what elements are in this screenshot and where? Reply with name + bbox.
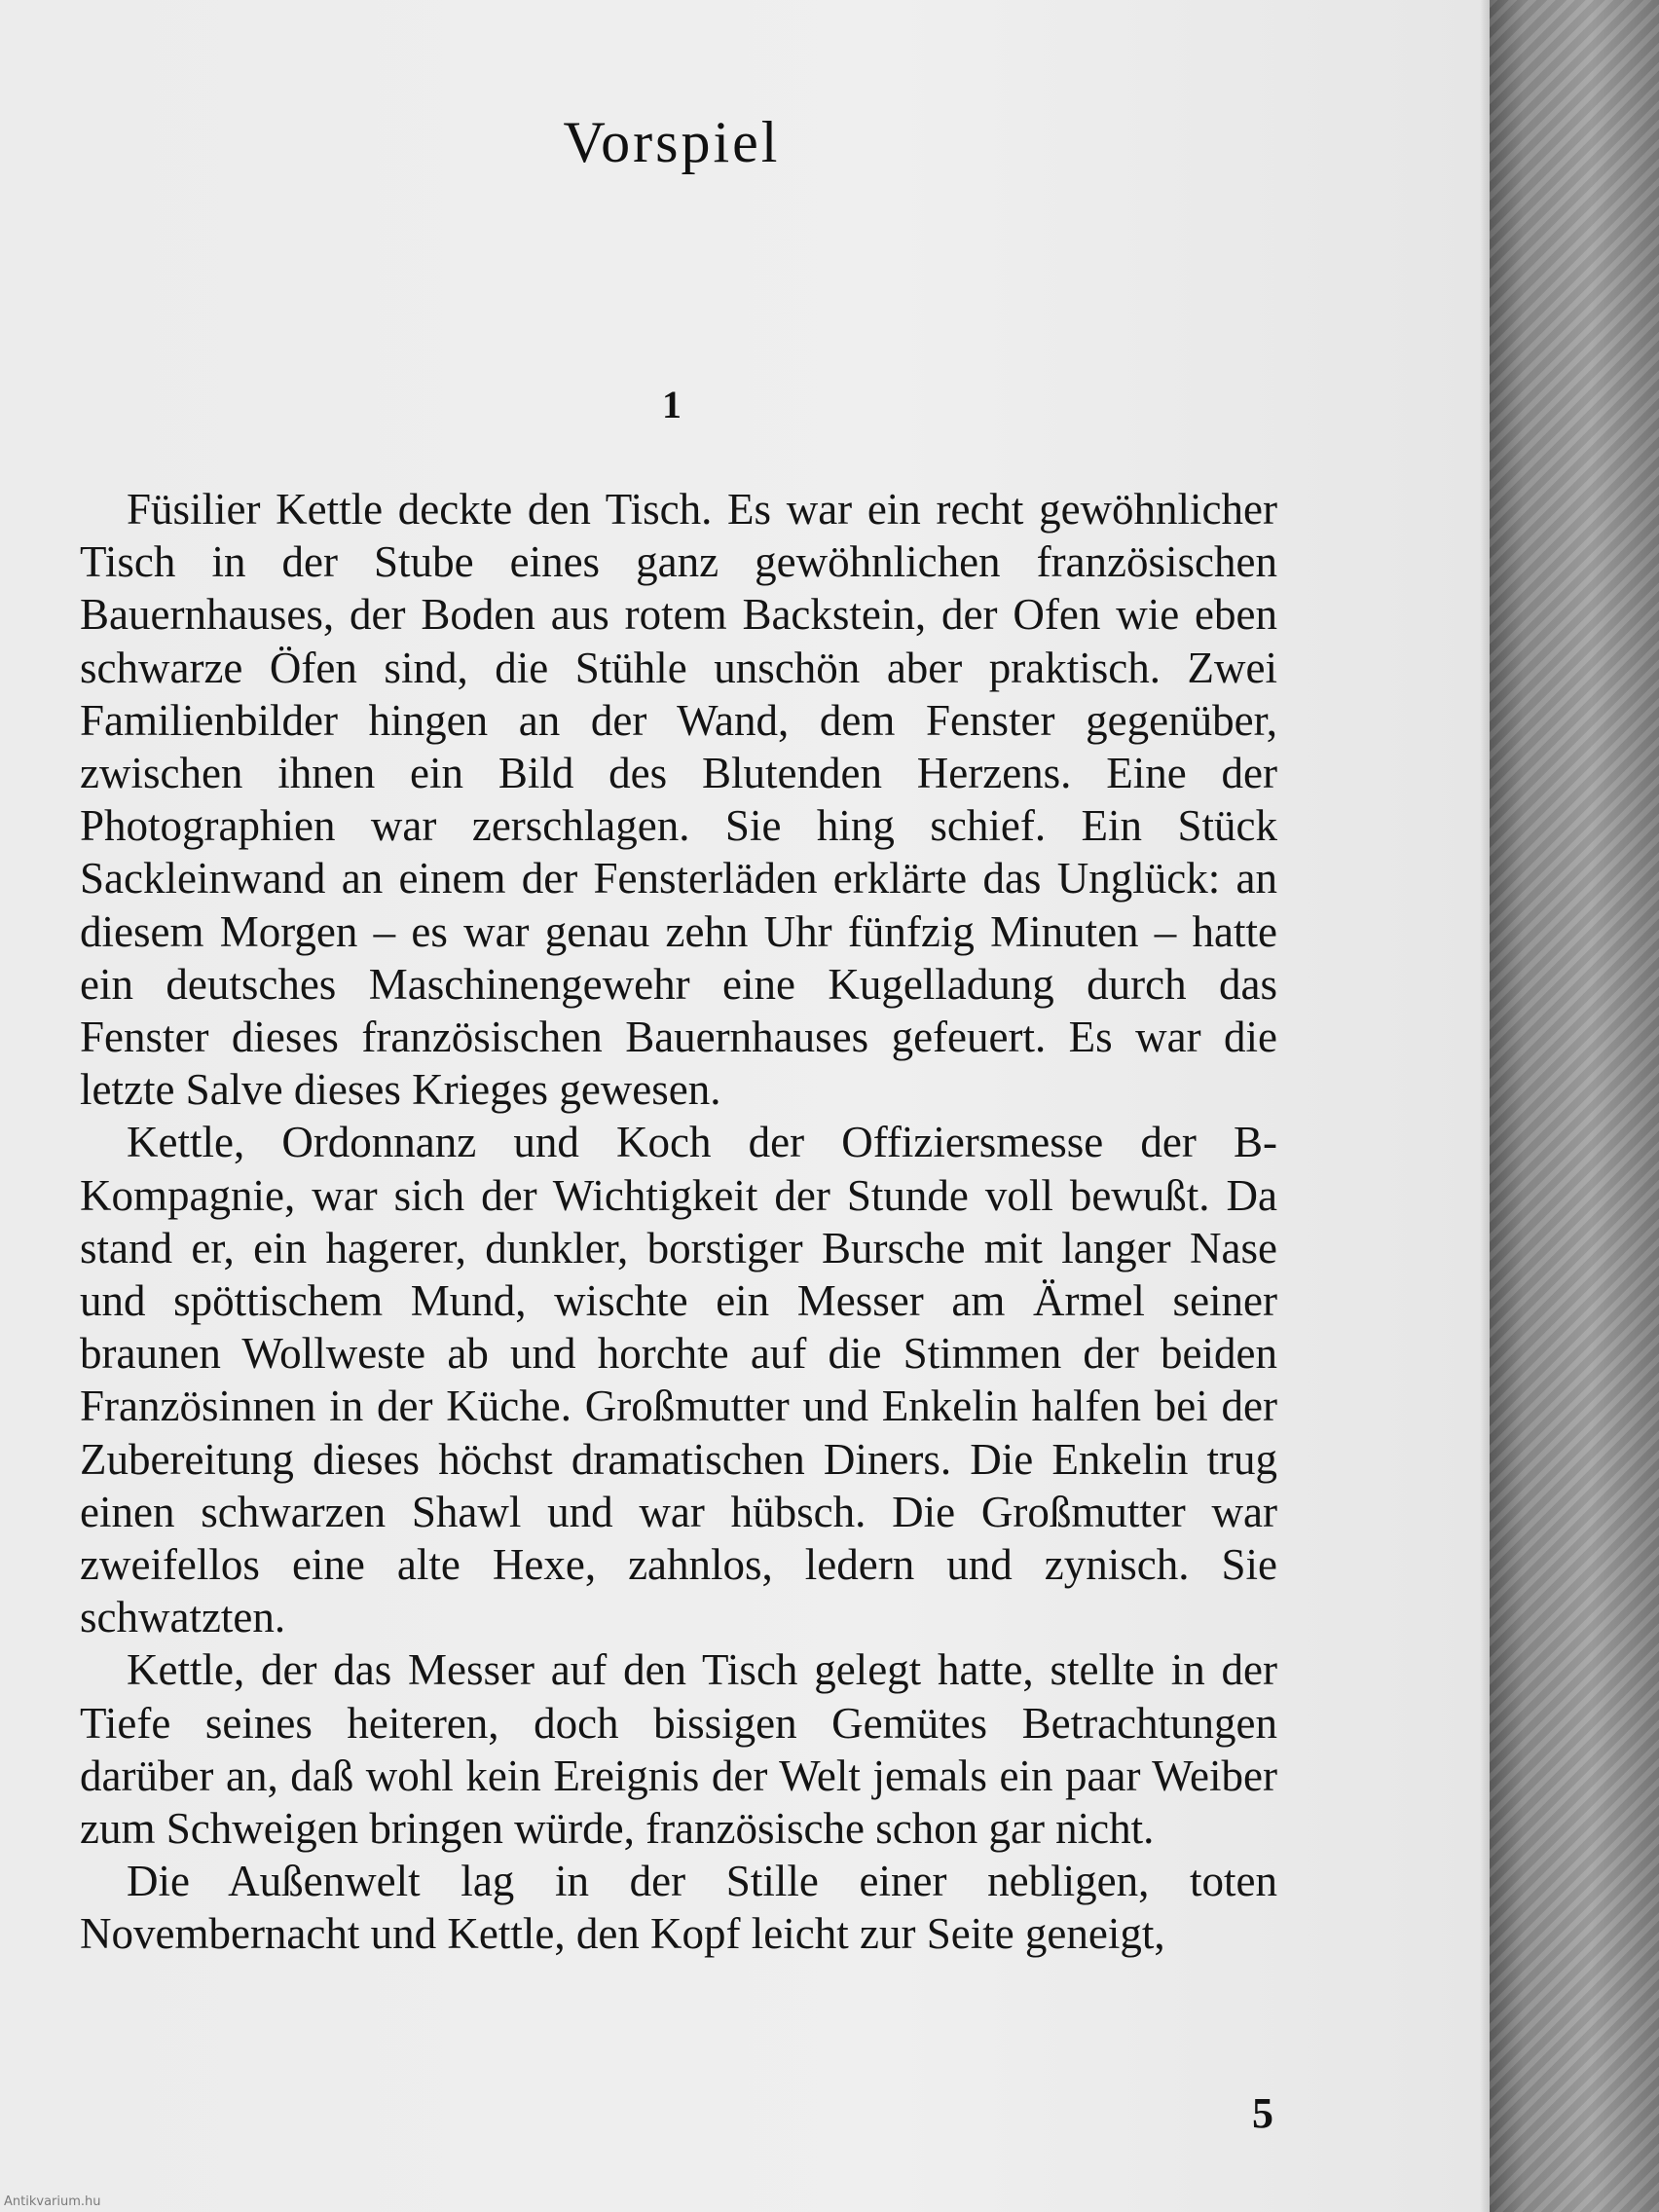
section-number: 1 — [662, 383, 682, 426]
watermark: Antikvarium.hu — [4, 2194, 101, 2209]
page-number: 5 — [1252, 2089, 1273, 2137]
paragraph: Kettle, Ordonnanz und Koch der Offiziersmesse der B-Kompagnie, war sich der Wichtigkeit der Stunde voll bewußt. Da stand er, ein hagerer, dunkler, borstiger Bursche mit langer Nase und spöttischem Mund, wischte ein Messer am Ärmel seiner braunen Wollweste ab und horchte auf die Stimmen der beiden Französinnen in der Küche. Großmutter und Enkelin halfen bei der Zubereitung dieses höchst dramatischen Diners. Die Enkelin trug einen schwarzen Shawl und war hübsch. Die Großmutter war zweifellos eine alte Hexe, zahnlos, ledern und zynisch. Sie schwatzten. — [80, 1118, 1277, 1642]
paragraph: Kettle, der das Messer auf den Tisch gelegt hatte, stellte in der Tiefe seines heiteren, doch bissigen Gemütes Betrachtungen darüber an, daß wohl kein Ereignis der Welt jemals ein paar Weiber zum Schweigen bringen würde, französische schon gar nicht. — [80, 1645, 1277, 1854]
body-text — [80, 483, 1277, 1961]
chapter-title: Vorspiel — [563, 110, 781, 174]
book-spine — [1490, 0, 1659, 2212]
paragraph: Die Außenwelt lag in der Stille einer nebligen, toten Novembernacht und Kettle, den Kopf leicht zur Seite geneigt, — [80, 1857, 1277, 1959]
paragraph: Füsilier Kettle deckte den Tisch. Es war ein recht gewöhnlicher Tisch in der Stube eines ganz gewöhnlichen französischen Bauernhauses, der Boden aus rotem Backstein, der Ofen wie eben schwarze Öfen sind, die Stühle unschön aber praktisch. Zwei Familienbilder hingen an der Wand, dem Fenster gegenüber, zwischen ihnen ein Bild des Blutenden Herzens. Eine der Photographien war zerschlagen. Sie hing schief. Ein Stück Sackleinwand an einem der Fensterläden erklärte das Unglück: an diesem Morgen – es war genau zehn Uhr fünfzig Minuten – hatte ein deutsches Maschinengewehr eine Kugelladung durch das Fenster dieses französischen Bauernhauses gefeuert. Es war die letzte Salve dieses Krieges gewesen. — [80, 485, 1277, 1115]
